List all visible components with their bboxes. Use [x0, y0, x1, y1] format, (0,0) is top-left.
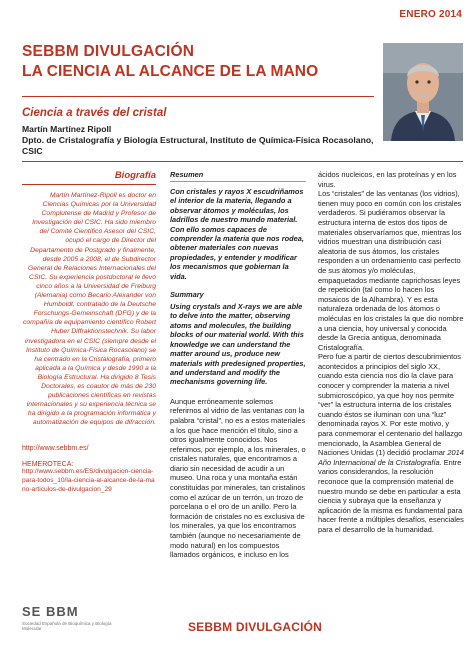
- body-text: . Entre varios considerandos, la resolución reconoce que la comprensión material de nuestro mundo se debe en particular a esta ciencia y subraya que la enseñanza y aplicación de la misma es fundamental para hacer frente a múltiples desafíos, esenciales para el desarrollo de la humanidad.: [318, 457, 464, 534]
- author-affiliation: Dpto. de Cristalografía y Biología Estructural, Instituto de Química-Física Rocasolano, CSIC: [22, 134, 374, 156]
- body-paragraph: Los “cristales” de las ventanas (los vidrios), tienen muy poco en común con los cristales verdaderos. Si pudiéramos observar la estructura interna de estos dos tipos de materiales observaríamos que, mientras los vidrios muestran una distribución casi aleatoria de sus átomos, los cristales responden a un ordenamiento casi perfecto de sus átomos y/o moléculas, empaquetados mediante caprichosas leyes de repetición (tal como lo hacen los mosaicos de la Alhambra). Y es esta naturaleza ordenada de los átomos o moléculas en los cristales la que dio nombre a una ciencia, hoy universal y conocida desde la Grecia antigua, denominada Cristalografía.: [318, 189, 464, 352]
- author-photo: [383, 43, 463, 141]
- masthead-subtitle: LA CIENCIA AL ALCANCE DE LA MANO: [22, 63, 319, 80]
- body-paragraph: [318, 352, 464, 534]
- masthead-title: SEBBM DIVULGACIÓN: [22, 43, 195, 60]
- sebbm-link[interactable]: http://www.sebbm.es/: [22, 445, 89, 453]
- author-block: [22, 124, 374, 156]
- biography-heading: Biografía: [114, 170, 156, 181]
- issue-date: ENERO 2014: [399, 9, 462, 20]
- hemeroteca-link[interactable]: http://www.sebbm.es/ES/divulgacion-ciencia-para-todos_10/la-ciencia-al-alcance-de-la-mano-articulos-de-divulgacion_29: [22, 468, 155, 493]
- hemeroteca-label: HEMEROTECA:: [22, 461, 74, 469]
- year-name: 2014 Año Internacional de la Cristalografía: [318, 448, 464, 467]
- footer-title: SEBBM DIVULGACIÓN: [187, 620, 323, 634]
- resumen-heading: Resumen: [170, 170, 204, 179]
- header-divider: [22, 161, 463, 162]
- article-title: Ciencia a través del cristal: [22, 107, 167, 119]
- biography-divider: [22, 184, 156, 185]
- logo-caption: Sociedad Española de Bioquímica y Biología Molecular: [22, 621, 112, 632]
- sebbm-logo: [22, 604, 122, 632]
- abstract-column: [170, 170, 306, 560]
- summary-heading: Summary: [170, 290, 204, 300]
- author-portrait-illustration: [383, 43, 463, 141]
- body-paragraph: ácidos nucleicos, en las proteínas y en los virus.: [318, 170, 457, 189]
- body-text-column-2: Aunque erróneamente solemos referirnos al vidrio de las ventanas con la palabra “cristal”, no es a estos materiales a los que hace mención el título, sino a otros igualmente conocidos. Nos referimos, por ejemplo, a los minerales, o cristales naturales, que encontramos a diario sin necesidad de acudir a un museo. Una roca y una montaña están constituidas por minerales, tan cristalinos como el azúcar de un terrón, un trozo de porcelana o el oro de un anillo. Pero la formación de cristales no es exclusiva de los minerales, ya que los encontramos también (aunque no necesariamente de modo natural) en los compuestos llamados orgánicos, e incluso en los: [170, 396, 306, 560]
- biography-column: [22, 170, 156, 494]
- resumen-text: Con cristales y rayos X escudriñamos el interior de la materia, llegando a observar átomos y moléculas, los ladrillos de nuestro mundo material. Con ello somos capaces de comprender la materia que nos rodea, obtener materiales con nuevas propiedades, y entender y modificar los mecanismos que gobiernan la vida.: [170, 187, 304, 281]
- body-text: Pero fue a partir de ciertos descubrimientos acontecidos a principios del siglo XX, cuando esta ciencia nos dio la clave para conocer y comprender la materia a nivel submicroscópico, ya que hoy nos permite “ver” la estructura interna de los cristales cuando éstos se iluminan con una “luz” denominada rayos X. Por este motivo, y para conmemorar el centenario del hallazgo mencionado, la Asamblea General de Naciones Unidas (1) decidió proclamar: [318, 352, 463, 458]
- biography-text: Martín Martínez-Ripoll es doctor en Ciencias Químicas por la Universidad Complutense de Madrid y Profesor de Investigación del CSIC. Ha sido miembro del Comité Científico Asesor del CSIC, ocupó el cargo de Director del Departamento de Postgrado y finalmente, desde 2005 a 2008, el de Subdirector General de Relaciones Internacionales del CSIC. Su experiencia postdoctoral le llevó cinco años a la Universidad de Freiburg (Alemania) como Becario Alexander von Humboldt, contratado de la Deutsche Forschungs-Gemeinschaft (DFG) y de la compañía de equipamiento científico Robert Huber Diffraktionstechnik. Su labor investigadora en el CSIC (siempre desde el Instituto de Química-Física Rocasolano) se ha centrado en la Cristalografía, primero aplicada a la Química y desde 1990 a la Biología Estructural. Ha dirigido 8 Tesis Doctorales, es coautor de más de 230 publicaciones científicas en revistas internacionales y su experiencia técnica se ha dirigido a la programación informática y automatización de equipos de difracción.: [23, 192, 156, 427]
- author-name: Martín Martínez Ripoll: [22, 124, 112, 134]
- resumen-divider: [170, 181, 306, 182]
- summary-text: Using crystals and X-rays we are able to delve into the matter, observing atoms and molecules, the building blocks of our material world. With this knowledge we can understand the matter around us, produce new materials with predesigned properties, and understand and modify the mechanisms governing life.: [170, 302, 306, 387]
- body-text-column-3: [318, 170, 464, 535]
- logo-mark: SE BBM: [22, 604, 79, 619]
- title-divider: [22, 96, 374, 97]
